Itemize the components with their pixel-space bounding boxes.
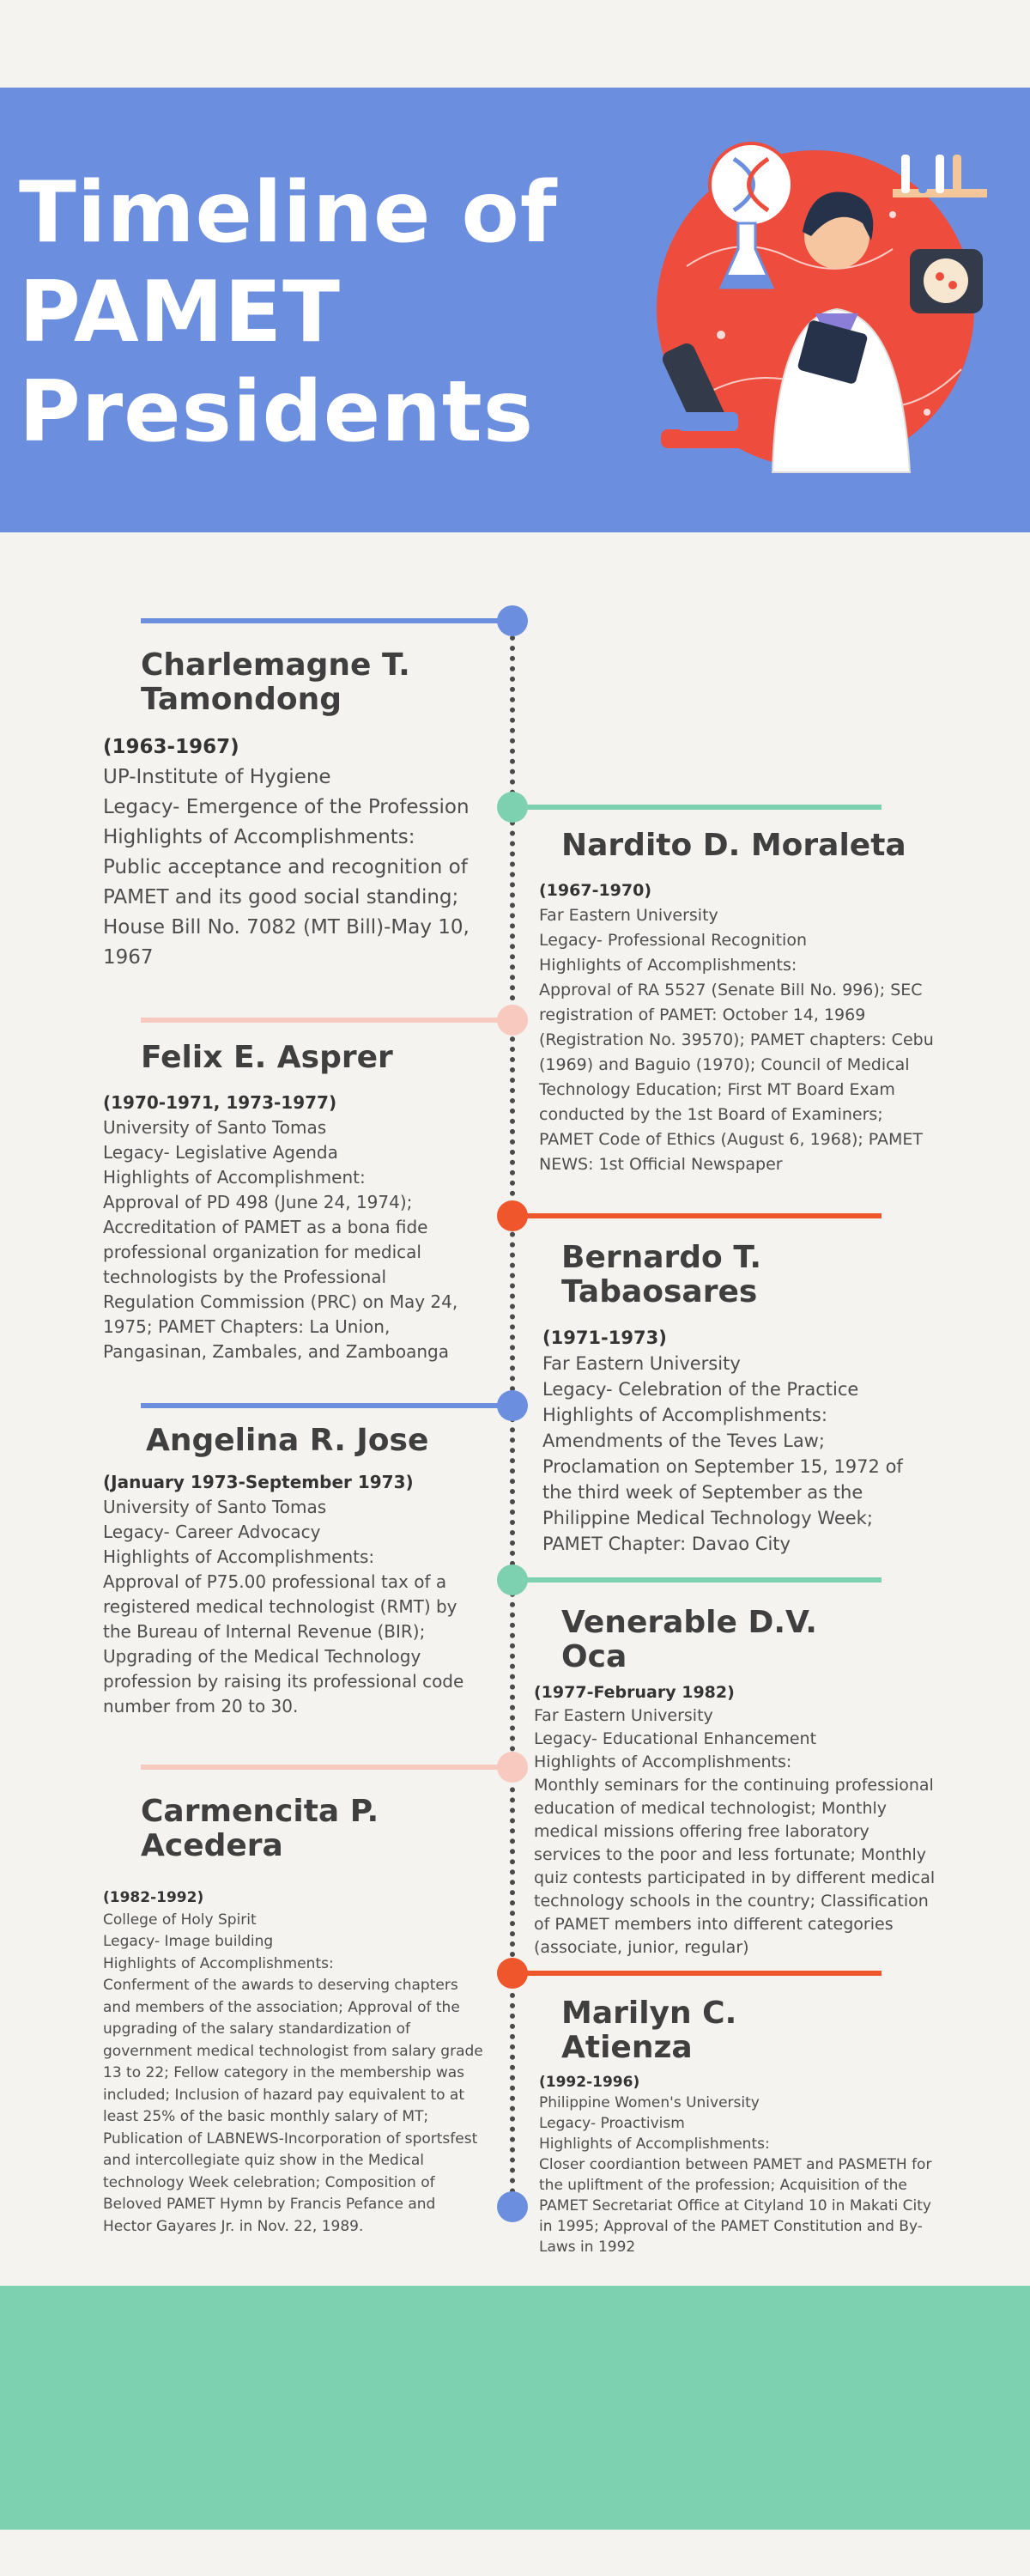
timeline-dot-1 xyxy=(497,605,528,636)
president-years: (January 1973-September 1973) xyxy=(103,1472,414,1492)
highlights-label: Highlights of Accomplishments: xyxy=(103,1546,375,1567)
connector-bar-4 xyxy=(512,1213,882,1218)
president-years: (1982-1992) xyxy=(103,1889,204,1906)
president-name: Angelina R. Jose xyxy=(146,1423,429,1458)
president-school: College of Holy Spirit xyxy=(103,1911,257,1929)
president-years: (1970-1971, 1973-1977) xyxy=(103,1092,337,1113)
president-legacy: Legacy- Professional Recognition xyxy=(539,931,808,950)
president-legacy: Legacy- Proactivism xyxy=(539,2115,685,2132)
title-line-1: Timeline of xyxy=(19,164,558,262)
highlights-label: Highlights of Accomplishments: xyxy=(542,1405,827,1425)
president-legacy: Legacy- Image building xyxy=(103,1933,274,1950)
connector-bar-6 xyxy=(512,1577,882,1583)
president-entry xyxy=(103,648,472,973)
timeline-dot-end xyxy=(497,2191,528,2222)
president-legacy: Legacy- Educational Enhancement xyxy=(534,1729,817,1748)
president-years: (1967-1970) xyxy=(539,881,652,900)
connector-bar-3 xyxy=(141,1018,512,1023)
president-name: Nardito D. Moraleta xyxy=(561,828,906,863)
president-school: Far Eastern University xyxy=(539,906,718,925)
president-school: University of Santo Tomas xyxy=(103,1497,327,1517)
president-entry xyxy=(103,1424,476,1719)
president-entry xyxy=(539,829,934,1177)
highlights-label: Highlights of Accomplishment: xyxy=(103,1167,366,1188)
president-highlights: Closer coordiantion between PAMET and PASMETH for the upliftment of the profession; Acquisition of the PAMET Secretariat Office at Cityland 10 in Makati City in 1995; Approval of the PAMET Constitution and By-Laws in 1992 xyxy=(539,2156,932,2256)
president-legacy: Legacy- Celebration of the Practice xyxy=(542,1379,859,1400)
president-school: Far Eastern University xyxy=(534,1706,713,1725)
president-entry xyxy=(534,1606,937,1959)
timeline-dot-3 xyxy=(497,1005,528,1036)
president-highlights: Approval of RA 5527 (Senate Bill No. 996); SEC registration of PAMET: October 14, 1969 (Registration No. 39570); PAMET chapters: Cebu (1969) and Baguio (1970); Council of Medical Technology Education; First MT Board Exam conducted by the 1st Board of Examiners; PAMET Code of Ethics (August 6, 1968); PAMET NEWS: 1st Official Newspaper xyxy=(539,981,934,1174)
president-name: Marilyn C. Atienza xyxy=(561,1996,737,2065)
scientist-with-microscope-icon xyxy=(635,137,1004,481)
president-years: (1977-February 1982) xyxy=(534,1683,735,1702)
title-line-3: Presidents xyxy=(19,363,535,461)
president-school: Philippine Women's University xyxy=(539,2094,760,2111)
president-entry xyxy=(542,1241,933,1557)
highlights-label: Highlights of Accomplishments: xyxy=(539,956,797,975)
president-years: (1963-1967) xyxy=(103,736,239,758)
timeline-dot-8 xyxy=(497,1958,528,1989)
president-highlights: Approval of P75.00 professional tax of a registered medical technologist (RMT) by the Bureau of Internal Revenue (BIR); Upgrading of the Medical Technology profession by raising its professional code number from 20 to 30. xyxy=(103,1571,464,1716)
highlights-label: Highlights of Accomplishments: xyxy=(539,2136,770,2153)
president-name: Felix E. Asprer xyxy=(141,1040,393,1075)
president-legacy: Legacy- Career Advocacy xyxy=(103,1522,321,1542)
title-line-2: PAMET xyxy=(19,264,341,361)
timeline-dot-7 xyxy=(497,1752,528,1783)
timeline-dot-4 xyxy=(497,1200,528,1231)
president-school: University of Santo Tomas xyxy=(103,1117,327,1138)
president-legacy: Legacy- Legislative Agenda xyxy=(103,1142,338,1163)
page-title xyxy=(19,163,620,462)
president-highlights: Approval of PD 498 (June 24, 1974); Accreditation of PAMET as a bona fide professional organization for medical technologists by the Professional Regulation Commission (PRC) on May 24, 1975; PAMET Chapters: La Union, Pangasinan, Zambales, and Zamboanga xyxy=(103,1192,458,1362)
highlights-label: Highlights of Accomplishments: xyxy=(534,1753,792,1771)
president-entry xyxy=(103,1795,485,2238)
president-highlights: Monthly seminars for the continuing professional education of medical technologist; Monthly medical missions offering free laboratory services to the poor and less fortunate; Monthly quiz contests participated in by different medical technology schools in the country; Classification of PAMET members into different categories (associate, junior, regular) xyxy=(534,1776,936,1957)
president-highlights: Conferment of the awards to deserving chapters and members of the association; Approval of the upgrading of the salary standardization of government medical technologist from salary grade 13 to 22; Fellow category in the membership was included; Inclusion of hazard pay equivalent to at least 25% of the basic monthly salary of MT; Publication of LABNEWS-Incorporation of sportsfest and intercollegiate quiz show in the Medical technology Week celebration; Composition of Beloved PAMET Hymn by Francis Pefance and Hector Gayares Jr. in Nov. 22, 1989. xyxy=(103,1977,483,2235)
timeline-dot-6 xyxy=(497,1564,528,1595)
highlights-label: Highlights of Accomplishments: xyxy=(103,826,415,848)
connector-bar-8 xyxy=(512,1971,882,1976)
president-entry xyxy=(103,1041,464,1364)
highlights-label: Highlights of Accomplishments: xyxy=(103,1954,334,1972)
president-entry xyxy=(539,1996,934,2257)
president-name: Bernardo T. Tabaosares xyxy=(561,1240,762,1309)
president-years: (1971-1973) xyxy=(542,1327,667,1348)
president-name: Carmencita P. Acedera xyxy=(141,1794,379,1863)
president-name: Charlemagne T. Tamondong xyxy=(141,647,410,717)
president-legacy: Legacy- Emergence of the Profession xyxy=(103,796,470,818)
president-school: UP-Institute of Hygiene xyxy=(103,766,331,788)
connector-bar-1 xyxy=(141,618,512,623)
connector-bar-5 xyxy=(141,1403,512,1408)
president-school: Far Eastern University xyxy=(542,1353,741,1374)
connector-bar-2 xyxy=(512,805,882,810)
president-years: (1992-1996) xyxy=(539,2074,640,2091)
president-highlights: Amendments of the Teves Law; Proclamation on September 15, 1972 of the third week of September as the Philippine Medical Technology Week; PAMET Chapter: Davao City xyxy=(542,1431,903,1554)
timeline-dot-5 xyxy=(497,1390,528,1421)
president-name: Venerable D.V. Oca xyxy=(561,1605,817,1674)
footer-banner xyxy=(0,2286,1030,2530)
timeline-dot-2 xyxy=(497,792,528,823)
president-highlights: Public acceptance and recognition of PAMET and its good social standing; House Bill No. 7082 (MT Bill)-May 10, 1967 xyxy=(103,856,470,969)
connector-bar-7 xyxy=(141,1765,512,1770)
